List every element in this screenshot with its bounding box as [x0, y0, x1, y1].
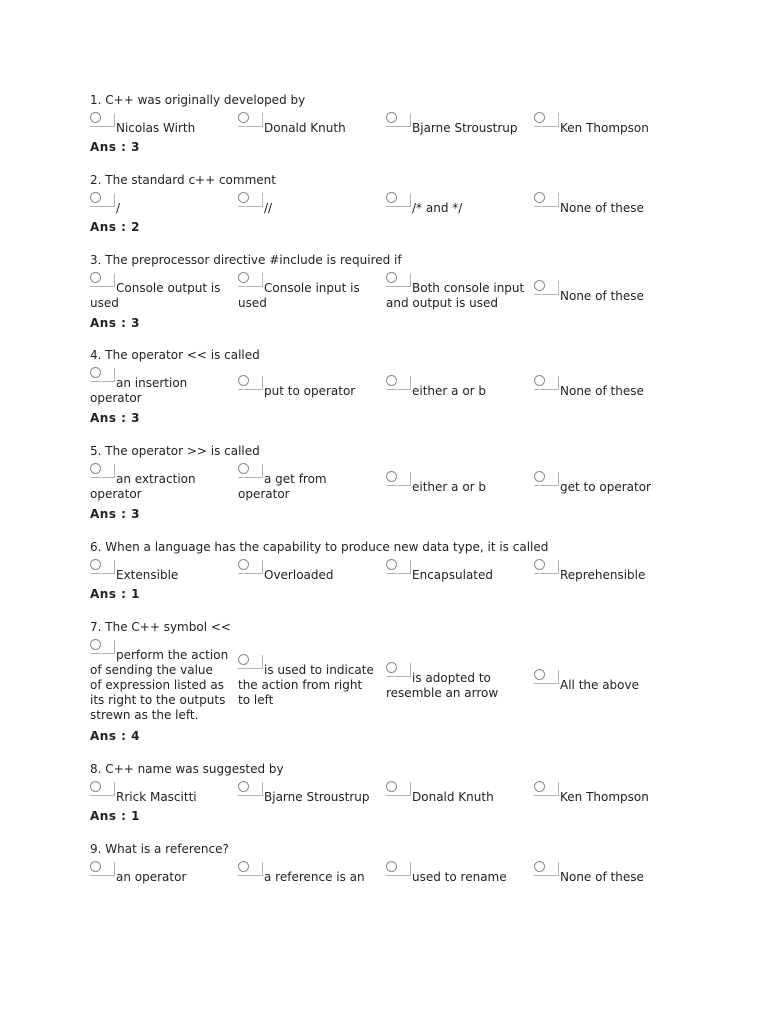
option-label: used to rename	[412, 870, 507, 884]
option-label: Rrick Mascitti	[116, 790, 197, 804]
option-label: //	[264, 201, 273, 215]
option-label: Console output is used	[90, 281, 221, 310]
option-label: perform the action of sending the value of expression listed as its right to the outputs strewn as the left.	[90, 648, 229, 722]
question-text: 2. The standard c++ comment	[90, 173, 276, 187]
option-label: None of these	[560, 201, 644, 215]
question-text: 7. The C++ symbol <<	[90, 620, 231, 634]
question-text: 9. What is a reference?	[90, 842, 229, 856]
answer-label: Ans : 2	[90, 220, 140, 234]
option-label: get to operator	[560, 480, 651, 494]
option-label: Encapsulated	[412, 568, 494, 582]
question-text: 3. The preprocessor directive #include is required if	[90, 253, 402, 267]
option-label: All the above	[560, 678, 639, 692]
option-label: Extensible	[116, 568, 179, 582]
answer-label: Ans : 3	[90, 140, 140, 154]
question-text: 8. C++ name was suggested by	[90, 762, 284, 776]
option-label: Nicolas Wirth	[116, 121, 196, 135]
option-label: is adopted to resemble an arrow	[386, 671, 499, 700]
option-label: None of these	[560, 870, 644, 884]
option-label: Overloaded	[264, 568, 334, 582]
option-label: Bjarne Stroustrup	[412, 121, 518, 135]
question-text: 6. When a language has the capability to produce new data type, it is called	[90, 540, 549, 554]
option-label: /	[116, 201, 121, 215]
question-text: 4. The operator << is called	[90, 348, 260, 362]
option-label: Donald Knuth	[412, 790, 494, 804]
option-label: is used to indicate the action from right to left	[238, 663, 374, 707]
option-label: Console input is used	[238, 281, 360, 310]
option-label: Ken Thompson	[560, 121, 649, 135]
option-label: Both console input and output is used	[386, 281, 525, 310]
option-label: Reprehensible	[560, 568, 646, 582]
answer-label: Ans : 1	[90, 587, 140, 601]
option-label: Bjarne Stroustrup	[264, 790, 370, 804]
answer-label: Ans : 1	[90, 809, 140, 823]
option-label: an insertion operator	[90, 376, 188, 405]
question-text: 1. C++ was originally developed by	[90, 93, 306, 107]
answer-label: Ans : 3	[90, 411, 140, 425]
option-label: /* and */	[412, 201, 463, 215]
answer-label: Ans : 3	[90, 316, 140, 330]
option-label: either a or b	[412, 480, 487, 494]
option-label: an extraction operator	[90, 472, 196, 501]
option-label: an operator	[116, 870, 187, 884]
option-label: a reference is an	[264, 870, 365, 884]
option-label: None of these	[560, 289, 644, 303]
answer-label: Ans : 3	[90, 507, 140, 521]
question-text: 5. The operator >> is called	[90, 444, 260, 458]
answer-label: Ans : 4	[90, 729, 140, 743]
option-label: Ken Thompson	[560, 790, 649, 804]
option-label: a get from operator	[238, 472, 327, 501]
option-label: None of these	[560, 384, 644, 398]
option-label: put to operator	[264, 384, 356, 398]
option-label: either a or b	[412, 384, 487, 398]
option-label: Donald Knuth	[264, 121, 346, 135]
